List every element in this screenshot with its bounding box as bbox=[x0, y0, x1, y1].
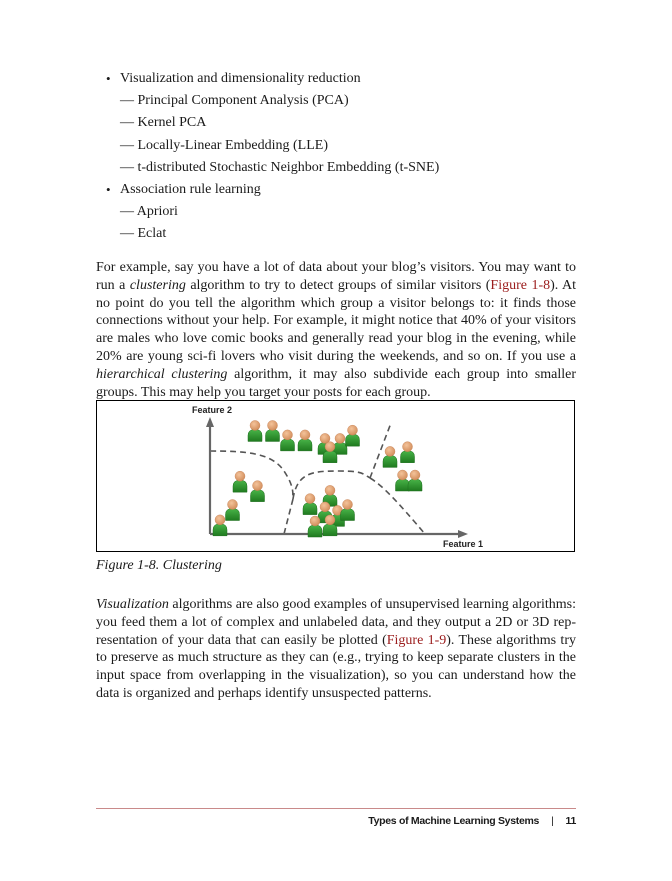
text-segment: algorithm to try to detect groups of similar visitors ( bbox=[185, 277, 491, 293]
person-icon-right-cluster bbox=[396, 470, 410, 491]
footer-section-title: Types of Machine Learning Systems bbox=[368, 815, 540, 827]
text-line bbox=[96, 348, 576, 366]
text-line bbox=[96, 614, 576, 632]
person-icon-top-cluster bbox=[266, 420, 280, 441]
dash-marker: — bbox=[120, 226, 134, 242]
algorithm-bullet-list bbox=[104, 68, 584, 246]
clustering-diagram bbox=[97, 401, 576, 553]
text-line bbox=[96, 384, 576, 402]
bullet-item bbox=[104, 68, 584, 90]
text-segment: connections without your help. For example, it might notice that 40% of your visitors bbox=[96, 313, 576, 329]
text-line bbox=[96, 632, 576, 650]
emphasis-term: hierarchical clustering bbox=[96, 366, 228, 382]
emphasis-term: clustering bbox=[129, 277, 186, 293]
figure-caption: Figure 1-8. Clustering bbox=[96, 558, 222, 573]
bullet-text: t-distributed Stochastic Neighbor Embedding (t-SNE) bbox=[137, 159, 440, 175]
text-segment: to preserve as much structure as they can (e.g., trying to keep separate clusters in the bbox=[96, 650, 576, 666]
y-axis-label: Feature 2 bbox=[192, 405, 233, 415]
figure-clustering bbox=[96, 400, 575, 552]
text-segment: you feed them a lot of complex and unlabeled data, and they output a 2D or 3D rep- bbox=[96, 614, 576, 630]
text-segment: For example, say you have a lot of data about your blog’s visitors. You may want to bbox=[96, 260, 576, 275]
dash-marker: — bbox=[120, 159, 134, 175]
sub-bullet-item bbox=[104, 112, 584, 134]
text-segment: no point do you tell the algorithm which group a visitor belongs to: it finds those bbox=[96, 295, 576, 311]
text-segment: ). At bbox=[550, 277, 576, 293]
dash-marker: — bbox=[120, 93, 134, 109]
bullet-text: Association rule learning bbox=[120, 181, 261, 197]
person-icon-top-cluster bbox=[248, 420, 262, 441]
person-icon-top-cluster bbox=[281, 430, 295, 451]
text-segment: input space from overlapping in the visualization), so you can understand how the bbox=[96, 668, 576, 684]
text-line bbox=[96, 366, 576, 384]
figure-link[interactable]: Figure 1-8 bbox=[490, 277, 551, 293]
bullet-text: Locally-Linear Embedding (LLE) bbox=[137, 137, 328, 153]
text-segment: are males who love comic books and generally read your blog in the evening, while bbox=[96, 331, 576, 347]
sub-bullet-item bbox=[104, 201, 584, 223]
sub-bullet-item bbox=[104, 157, 584, 179]
text-line bbox=[96, 295, 576, 313]
person-icon-bottom-cluster bbox=[303, 494, 317, 515]
running-footer bbox=[368, 815, 576, 827]
text-segment: 20% are young sci-fi lovers who visit during the weekends, and so on. If you use a bbox=[96, 348, 576, 364]
y-axis-arrow bbox=[206, 417, 214, 427]
person-icon-left-cluster bbox=[251, 481, 265, 502]
bullet-marker: • bbox=[106, 181, 111, 197]
bullet-text: Eclat bbox=[137, 226, 167, 242]
person-icon-right-cluster bbox=[401, 442, 415, 463]
text-segment: algorithms are also good examples of unsupervised learning algorithms: bbox=[168, 597, 576, 612]
text-segment: groups. This may help you target your posts for each group. bbox=[96, 384, 431, 400]
text-line bbox=[96, 596, 576, 614]
sub-bullet-item bbox=[104, 135, 584, 157]
text-line bbox=[96, 685, 576, 703]
bullet-text: Kernel PCA bbox=[137, 115, 207, 131]
person-icon-right-cluster bbox=[408, 470, 422, 491]
figure-link[interactable]: Figure 1-9 bbox=[386, 632, 447, 648]
bullet-marker: • bbox=[106, 71, 111, 86]
person-icon-right-cluster bbox=[383, 446, 397, 467]
text-line bbox=[96, 312, 576, 330]
dash-marker: — bbox=[120, 115, 134, 131]
person-icon-left-cluster bbox=[213, 515, 227, 536]
sub-bullet-item bbox=[104, 223, 584, 245]
bullet-item bbox=[104, 179, 584, 201]
x-axis-label: Feature 1 bbox=[443, 539, 484, 549]
text-segment: run a bbox=[96, 277, 130, 293]
text-segment: data is organized and perhaps identify unsuspected patterns. bbox=[96, 685, 432, 701]
visualization-paragraph bbox=[96, 596, 576, 703]
sub-bullet-item bbox=[104, 90, 584, 112]
person-icon-bottom-cluster bbox=[341, 500, 355, 521]
person-icon-left-cluster bbox=[226, 500, 240, 521]
dash-marker: — bbox=[120, 204, 134, 220]
text-segment: resentation of your data that can easily be plotted ( bbox=[96, 632, 387, 648]
bullet-text: Principal Component Analysis (PCA) bbox=[137, 93, 349, 109]
clustering-paragraph bbox=[96, 259, 576, 401]
page-number: 11 bbox=[565, 815, 576, 827]
person-icon-left-cluster bbox=[233, 471, 247, 492]
text-line bbox=[96, 667, 576, 685]
text-line bbox=[96, 277, 576, 295]
people-markers bbox=[213, 420, 422, 537]
boundary-left-lower bbox=[284, 499, 293, 534]
text-line bbox=[96, 330, 576, 348]
person-icon-top-cluster bbox=[346, 425, 360, 446]
text-segment: algorithm, it may also subdivide each group into smaller bbox=[227, 366, 576, 382]
person-icon-top-cluster bbox=[333, 433, 347, 454]
footer-separator: | bbox=[551, 815, 554, 827]
text-line bbox=[96, 649, 576, 667]
dash-marker: — bbox=[120, 137, 134, 153]
bullet-text: Visualization and dimensionality reduction bbox=[120, 71, 361, 86]
bullet-text: Apriori bbox=[136, 204, 178, 220]
person-icon-top-cluster bbox=[298, 430, 312, 451]
text-line bbox=[96, 259, 576, 277]
text-segment: ). These algorithms try bbox=[446, 632, 576, 648]
emphasis-term: Visualization bbox=[96, 597, 169, 612]
x-axis-arrow bbox=[458, 530, 468, 538]
footer-divider bbox=[96, 808, 576, 809]
